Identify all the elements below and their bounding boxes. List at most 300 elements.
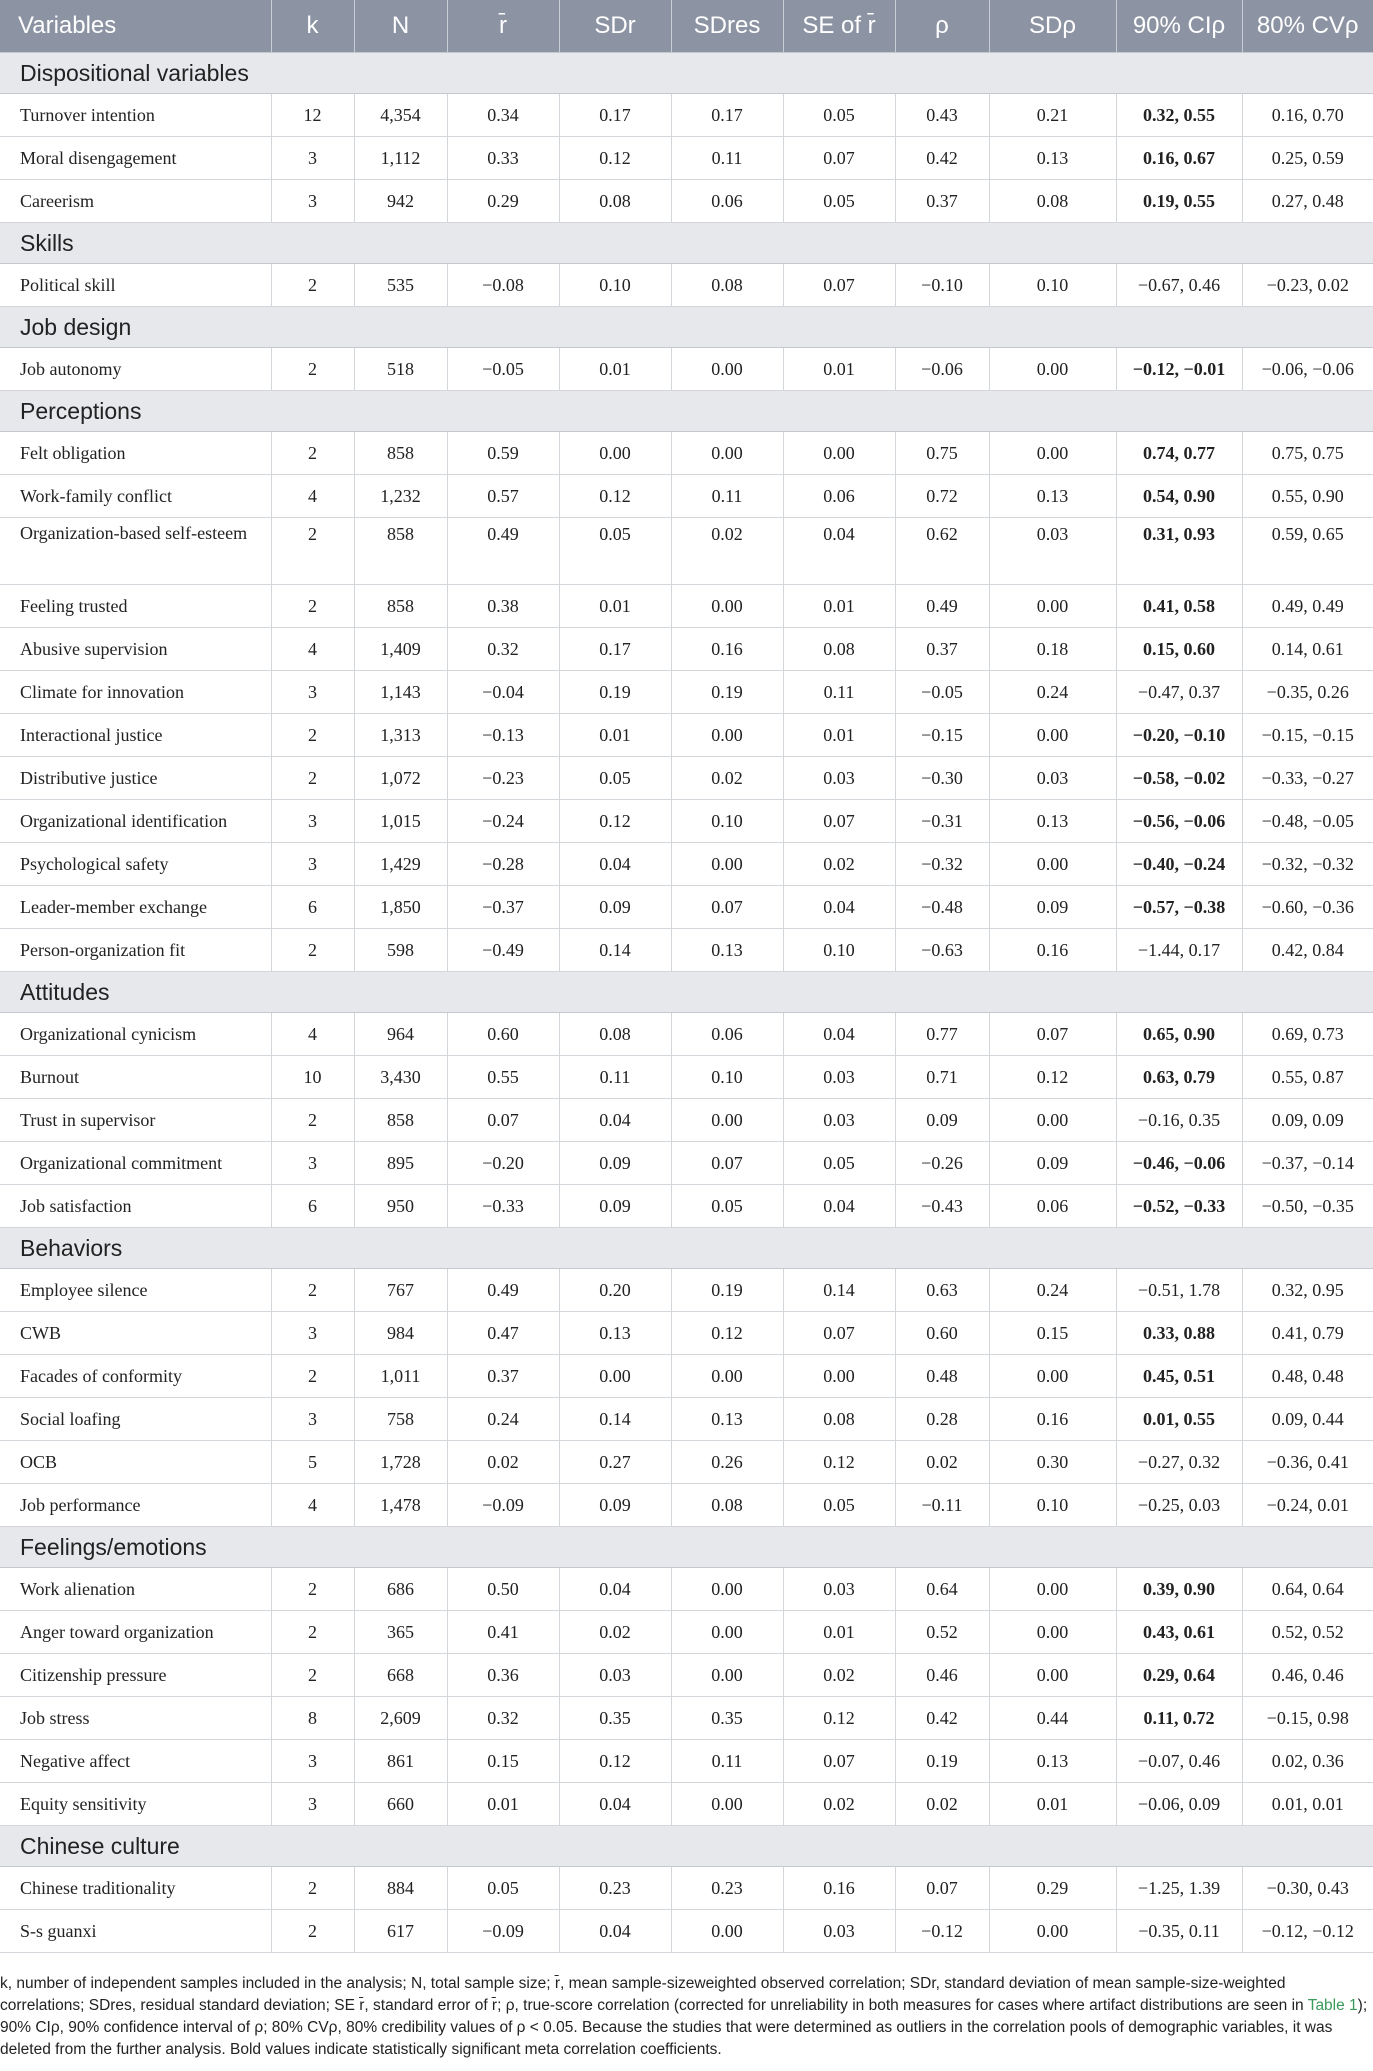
cell-variable: Job satisfaction xyxy=(0,1185,271,1228)
cell-sd-rho: 0.13 xyxy=(989,475,1116,518)
cell-sd-r: 0.11 xyxy=(559,1056,671,1099)
cell-cv-80: −0.32, −0.32 xyxy=(1242,843,1373,886)
cell-sd-r: 0.08 xyxy=(559,180,671,223)
cell-sd-rho: 0.03 xyxy=(989,518,1116,585)
cell-k: 2 xyxy=(271,1269,354,1312)
cell-rho: 0.42 xyxy=(895,1697,989,1740)
cell-k: 2 xyxy=(271,1568,354,1611)
cell-k: 2 xyxy=(271,1611,354,1654)
cell-sd-res: 0.11 xyxy=(671,137,783,180)
cell-k: 2 xyxy=(271,1867,354,1910)
cell-n: 1,072 xyxy=(354,757,447,800)
cell-r-bar: 0.47 xyxy=(447,1312,559,1355)
cell-sd-res: 0.10 xyxy=(671,800,783,843)
cell-rho: 0.64 xyxy=(895,1568,989,1611)
table-footnote xyxy=(0,1973,1373,2061)
cell-sd-res: 0.00 xyxy=(671,1355,783,1398)
cell-k: 4 xyxy=(271,628,354,671)
cell-rho: −0.48 xyxy=(895,886,989,929)
cell-rho: −0.26 xyxy=(895,1142,989,1185)
cell-variable: Distributive justice xyxy=(0,757,271,800)
table-row xyxy=(0,1697,1373,1740)
cell-rho: 0.49 xyxy=(895,585,989,628)
cell-n: 767 xyxy=(354,1269,447,1312)
cell-sd-rho: 0.09 xyxy=(989,886,1116,929)
cell-ci-90: −1.44, 0.17 xyxy=(1116,929,1242,972)
table-row xyxy=(0,94,1373,137)
cell-cv-80: 0.55, 0.90 xyxy=(1242,475,1373,518)
cell-sd-rho: 0.21 xyxy=(989,94,1116,137)
cell-sd-r: 0.03 xyxy=(559,1654,671,1697)
cell-variable: Organizational commitment xyxy=(0,1142,271,1185)
cell-sd-res: 0.00 xyxy=(671,1654,783,1697)
cell-variable: Interactional justice xyxy=(0,714,271,757)
cell-sd-rho: 0.18 xyxy=(989,628,1116,671)
cell-se-r-bar: 0.05 xyxy=(783,1484,895,1527)
cell-rho: −0.06 xyxy=(895,348,989,391)
cell-cv-80: 0.09, 0.44 xyxy=(1242,1398,1373,1441)
cell-sd-rho: 0.13 xyxy=(989,1740,1116,1783)
cell-cv-80: 0.02, 0.36 xyxy=(1242,1740,1373,1783)
cell-ci-90: −0.35, 0.11 xyxy=(1116,1910,1242,1953)
cell-n: 858 xyxy=(354,1099,447,1142)
cell-r-bar: 0.60 xyxy=(447,1013,559,1056)
cell-cv-80: 0.46, 0.46 xyxy=(1242,1654,1373,1697)
cell-rho: 0.71 xyxy=(895,1056,989,1099)
cell-variable: OCB xyxy=(0,1441,271,1484)
cell-sd-r: 0.13 xyxy=(559,1312,671,1355)
cell-sd-r: 0.09 xyxy=(559,1142,671,1185)
cell-se-r-bar: 0.02 xyxy=(783,843,895,886)
cell-se-r-bar: 0.05 xyxy=(783,180,895,223)
cell-sd-rho: 0.06 xyxy=(989,1185,1116,1228)
cell-sd-r: 0.09 xyxy=(559,1484,671,1527)
cell-rho: 0.46 xyxy=(895,1654,989,1697)
cell-ci-90: 0.63, 0.79 xyxy=(1116,1056,1242,1099)
cell-rho: 0.43 xyxy=(895,94,989,137)
cell-sd-res: 0.00 xyxy=(671,1611,783,1654)
cell-se-r-bar: 0.11 xyxy=(783,671,895,714)
cell-variable: Organizational identification xyxy=(0,800,271,843)
cell-sd-res: 0.13 xyxy=(671,929,783,972)
cell-k: 3 xyxy=(271,137,354,180)
cell-ci-90: 0.11, 0.72 xyxy=(1116,1697,1242,1740)
cell-ci-90: 0.43, 0.61 xyxy=(1116,1611,1242,1654)
cell-sd-r: 0.12 xyxy=(559,800,671,843)
cell-ci-90: 0.32, 0.55 xyxy=(1116,94,1242,137)
cell-ci-90: −0.40, −0.24 xyxy=(1116,843,1242,886)
cell-cv-80: 0.49, 0.49 xyxy=(1242,585,1373,628)
cell-se-r-bar: 0.03 xyxy=(783,757,895,800)
cell-variable: Psychological safety xyxy=(0,843,271,886)
cell-ci-90: 0.74, 0.77 xyxy=(1116,432,1242,475)
cell-rho: 0.02 xyxy=(895,1441,989,1484)
cell-ci-90: 0.19, 0.55 xyxy=(1116,180,1242,223)
cell-sd-rho: 0.07 xyxy=(989,1013,1116,1056)
cell-r-bar: −0.08 xyxy=(447,264,559,307)
cell-k: 2 xyxy=(271,714,354,757)
cell-se-r-bar: 0.04 xyxy=(783,1013,895,1056)
cell-se-r-bar: 0.01 xyxy=(783,585,895,628)
cell-sd-rho: 0.00 xyxy=(989,1099,1116,1142)
cell-variable: Job autonomy xyxy=(0,348,271,391)
cell-sd-res: 0.08 xyxy=(671,264,783,307)
cell-sd-rho: 0.29 xyxy=(989,1867,1116,1910)
cell-n: 964 xyxy=(354,1013,447,1056)
cell-r-bar: −0.20 xyxy=(447,1142,559,1185)
cell-ci-90: −0.06, 0.09 xyxy=(1116,1783,1242,1826)
cell-sd-r: 0.14 xyxy=(559,929,671,972)
cell-sd-res: 0.00 xyxy=(671,1910,783,1953)
table-1-link[interactable]: Table 1 xyxy=(1307,1997,1358,2014)
table-row xyxy=(0,1355,1373,1398)
column-header-ci-90: 90% CIρ xyxy=(1116,0,1242,53)
cell-sd-res: 0.26 xyxy=(671,1441,783,1484)
cell-variable: Careerism xyxy=(0,180,271,223)
cell-se-r-bar: 0.07 xyxy=(783,137,895,180)
cell-sd-res: 0.02 xyxy=(671,757,783,800)
cell-k: 3 xyxy=(271,800,354,843)
cell-variable: Work alienation xyxy=(0,1568,271,1611)
cell-r-bar: 0.01 xyxy=(447,1783,559,1826)
cell-k: 2 xyxy=(271,264,354,307)
cell-k: 6 xyxy=(271,886,354,929)
cell-sd-rho: 0.00 xyxy=(989,432,1116,475)
cell-sd-rho: 0.30 xyxy=(989,1441,1116,1484)
cell-sd-r: 0.05 xyxy=(559,518,671,585)
cell-k: 5 xyxy=(271,1441,354,1484)
cell-ci-90: −0.16, 0.35 xyxy=(1116,1099,1242,1142)
table-row xyxy=(0,1867,1373,1910)
cell-n: 858 xyxy=(354,585,447,628)
cell-rho: 0.37 xyxy=(895,180,989,223)
cell-n: 884 xyxy=(354,1867,447,1910)
cell-se-r-bar: 0.10 xyxy=(783,929,895,972)
cell-sd-r: 0.08 xyxy=(559,1013,671,1056)
cell-sd-rho: 0.03 xyxy=(989,757,1116,800)
cell-sd-r: 0.17 xyxy=(559,94,671,137)
cell-n: 858 xyxy=(354,518,447,585)
cell-n: 1,478 xyxy=(354,1484,447,1527)
cell-variable: Employee silence xyxy=(0,1269,271,1312)
cell-sd-r: 0.01 xyxy=(559,348,671,391)
cell-r-bar: 0.32 xyxy=(447,628,559,671)
cell-n: 1,313 xyxy=(354,714,447,757)
cell-r-bar: 0.57 xyxy=(447,475,559,518)
cell-sd-r: 0.04 xyxy=(559,1568,671,1611)
cell-n: 660 xyxy=(354,1783,447,1826)
cell-se-r-bar: 0.07 xyxy=(783,800,895,843)
section-title: Perceptions xyxy=(0,391,1373,432)
cell-sd-rho: 0.24 xyxy=(989,1269,1116,1312)
column-header-rho: ρ xyxy=(895,0,989,53)
cell-n: 984 xyxy=(354,1312,447,1355)
cell-ci-90: 0.31, 0.93 xyxy=(1116,518,1242,585)
cell-sd-r: 0.19 xyxy=(559,671,671,714)
cell-sd-rho: 0.09 xyxy=(989,1142,1116,1185)
cell-n: 861 xyxy=(354,1740,447,1783)
cell-r-bar: 0.50 xyxy=(447,1568,559,1611)
cell-se-r-bar: 0.01 xyxy=(783,348,895,391)
cell-k: 3 xyxy=(271,180,354,223)
cell-cv-80: 0.01, 0.01 xyxy=(1242,1783,1373,1826)
cell-se-r-bar: 0.03 xyxy=(783,1568,895,1611)
cell-rho: 0.42 xyxy=(895,137,989,180)
cell-n: 1,850 xyxy=(354,886,447,929)
table-row xyxy=(0,1910,1373,1953)
cell-ci-90: −0.07, 0.46 xyxy=(1116,1740,1242,1783)
cell-n: 1,409 xyxy=(354,628,447,671)
cell-sd-res: 0.00 xyxy=(671,843,783,886)
cell-k: 3 xyxy=(271,1312,354,1355)
cell-k: 2 xyxy=(271,585,354,628)
table-row xyxy=(0,671,1373,714)
cell-cv-80: −0.12, −0.12 xyxy=(1242,1910,1373,1953)
cell-sd-r: 0.04 xyxy=(559,1099,671,1142)
table-row xyxy=(0,1185,1373,1228)
cell-k: 3 xyxy=(271,671,354,714)
cell-cv-80: −0.15, −0.15 xyxy=(1242,714,1373,757)
cell-sd-r: 0.04 xyxy=(559,1910,671,1953)
cell-variable: Turnover intention xyxy=(0,94,271,137)
column-header-sd-rho: SDρ xyxy=(989,0,1116,53)
cell-sd-rho: 0.00 xyxy=(989,1355,1116,1398)
cell-sd-r: 0.00 xyxy=(559,1355,671,1398)
cell-cv-80: 0.64, 0.64 xyxy=(1242,1568,1373,1611)
cell-se-r-bar: 0.04 xyxy=(783,1185,895,1228)
table-row xyxy=(0,843,1373,886)
cell-n: 950 xyxy=(354,1185,447,1228)
cell-sd-rho: 0.13 xyxy=(989,137,1116,180)
cell-se-r-bar: 0.05 xyxy=(783,1142,895,1185)
cell-sd-rho: 0.13 xyxy=(989,800,1116,843)
cell-rho: −0.63 xyxy=(895,929,989,972)
cell-sd-r: 0.04 xyxy=(559,1783,671,1826)
cell-rho: 0.60 xyxy=(895,1312,989,1355)
cell-rho: 0.63 xyxy=(895,1269,989,1312)
cell-ci-90: −0.20, −0.10 xyxy=(1116,714,1242,757)
cell-rho: 0.28 xyxy=(895,1398,989,1441)
cell-cv-80: −0.23, 0.02 xyxy=(1242,264,1373,307)
cell-k: 2 xyxy=(271,1355,354,1398)
cell-variable: CWB xyxy=(0,1312,271,1355)
cell-rho: −0.43 xyxy=(895,1185,989,1228)
cell-ci-90: −0.58, −0.02 xyxy=(1116,757,1242,800)
cell-r-bar: −0.28 xyxy=(447,843,559,886)
footnote-text-end: ); 90% CIρ, 90% confidence interval of ρ; 80% CVρ, 80% credibility values of ρ < 0.05. Because the studies that were determined as outliers in the correlation pools of demographic variables, it was deleted from the further analysis. Bold values indicate statistically significant meta correlation coefficients. xyxy=(0,1997,1368,2058)
cell-r-bar: 0.59 xyxy=(447,432,559,475)
cell-sd-res: 0.17 xyxy=(671,94,783,137)
cell-rho: 0.07 xyxy=(895,1867,989,1910)
cell-sd-rho: 0.08 xyxy=(989,180,1116,223)
cell-sd-res: 0.12 xyxy=(671,1312,783,1355)
cell-se-r-bar: 0.05 xyxy=(783,94,895,137)
cell-r-bar: 0.02 xyxy=(447,1441,559,1484)
table-body xyxy=(0,53,1373,1953)
table-row xyxy=(0,1740,1373,1783)
cell-se-r-bar: 0.12 xyxy=(783,1441,895,1484)
cell-sd-res: 0.02 xyxy=(671,518,783,585)
cell-sd-res: 0.07 xyxy=(671,886,783,929)
cell-rho: −0.11 xyxy=(895,1484,989,1527)
header-row xyxy=(0,0,1373,53)
cell-sd-res: 0.11 xyxy=(671,1740,783,1783)
cell-se-r-bar: 0.00 xyxy=(783,1355,895,1398)
cell-cv-80: 0.14, 0.61 xyxy=(1242,628,1373,671)
cell-se-r-bar: 0.04 xyxy=(783,886,895,929)
table-row xyxy=(0,929,1373,972)
cell-cv-80: −0.15, 0.98 xyxy=(1242,1697,1373,1740)
column-header-r-bar: r̄ xyxy=(447,0,559,53)
cell-sd-res: 0.00 xyxy=(671,1568,783,1611)
cell-sd-res: 0.19 xyxy=(671,1269,783,1312)
cell-variable: Job performance xyxy=(0,1484,271,1527)
cell-sd-rho: 0.24 xyxy=(989,671,1116,714)
cell-r-bar: 0.34 xyxy=(447,94,559,137)
cell-se-r-bar: 0.07 xyxy=(783,264,895,307)
column-header-n: N xyxy=(354,0,447,53)
cell-r-bar: 0.36 xyxy=(447,1654,559,1697)
cell-cv-80: −0.33, −0.27 xyxy=(1242,757,1373,800)
cell-cv-80: 0.27, 0.48 xyxy=(1242,180,1373,223)
cell-rho: 0.02 xyxy=(895,1783,989,1826)
cell-n: 1,143 xyxy=(354,671,447,714)
cell-sd-r: 0.01 xyxy=(559,714,671,757)
section-title: Job design xyxy=(0,307,1373,348)
cell-k: 2 xyxy=(271,432,354,475)
cell-r-bar: 0.32 xyxy=(447,1697,559,1740)
cell-k: 2 xyxy=(271,1654,354,1697)
cell-sd-rho: 0.10 xyxy=(989,264,1116,307)
cell-se-r-bar: 0.07 xyxy=(783,1312,895,1355)
cell-sd-res: 0.19 xyxy=(671,671,783,714)
cell-ci-90: 0.15, 0.60 xyxy=(1116,628,1242,671)
cell-n: 758 xyxy=(354,1398,447,1441)
cell-cv-80: 0.55, 0.87 xyxy=(1242,1056,1373,1099)
cell-k: 2 xyxy=(271,1099,354,1142)
table-header xyxy=(0,0,1373,53)
cell-k: 12 xyxy=(271,94,354,137)
cell-cv-80: −0.37, −0.14 xyxy=(1242,1142,1373,1185)
cell-r-bar: −0.37 xyxy=(447,886,559,929)
cell-se-r-bar: 0.01 xyxy=(783,714,895,757)
cell-variable: Equity sensitivity xyxy=(0,1783,271,1826)
cell-variable: Felt obligation xyxy=(0,432,271,475)
cell-sd-rho: 0.44 xyxy=(989,1697,1116,1740)
cell-cv-80: −0.60, −0.36 xyxy=(1242,886,1373,929)
cell-ci-90: 0.16, 0.67 xyxy=(1116,137,1242,180)
cell-k: 3 xyxy=(271,843,354,886)
cell-se-r-bar: 0.12 xyxy=(783,1697,895,1740)
table-row xyxy=(0,1398,1373,1441)
cell-cv-80: −0.30, 0.43 xyxy=(1242,1867,1373,1910)
section-title: Dispositional variables xyxy=(0,53,1373,94)
cell-ci-90: −1.25, 1.39 xyxy=(1116,1867,1242,1910)
cell-rho: −0.32 xyxy=(895,843,989,886)
cell-n: 1,232 xyxy=(354,475,447,518)
cell-k: 10 xyxy=(271,1056,354,1099)
cell-variable: Facades of conformity xyxy=(0,1355,271,1398)
cell-sd-res: 0.00 xyxy=(671,714,783,757)
cell-ci-90: −0.47, 0.37 xyxy=(1116,671,1242,714)
cell-n: 1,728 xyxy=(354,1441,447,1484)
cell-rho: −0.10 xyxy=(895,264,989,307)
cell-r-bar: 0.05 xyxy=(447,1867,559,1910)
cell-sd-r: 0.20 xyxy=(559,1269,671,1312)
table-row xyxy=(0,585,1373,628)
cell-variable: Organizational cynicism xyxy=(0,1013,271,1056)
cell-se-r-bar: 0.00 xyxy=(783,432,895,475)
cell-r-bar: 0.38 xyxy=(447,585,559,628)
table-row xyxy=(0,714,1373,757)
cell-k: 4 xyxy=(271,475,354,518)
cell-sd-r: 0.35 xyxy=(559,1697,671,1740)
cell-sd-r: 0.23 xyxy=(559,1867,671,1910)
cell-sd-res: 0.35 xyxy=(671,1697,783,1740)
cell-r-bar: 0.24 xyxy=(447,1398,559,1441)
cell-rho: −0.12 xyxy=(895,1910,989,1953)
cell-n: 858 xyxy=(354,432,447,475)
cell-sd-res: 0.05 xyxy=(671,1185,783,1228)
section-title: Chinese culture xyxy=(0,1826,1373,1867)
cell-n: 365 xyxy=(354,1611,447,1654)
table-row xyxy=(0,1611,1373,1654)
table-row xyxy=(0,475,1373,518)
cell-cv-80: 0.09, 0.09 xyxy=(1242,1099,1373,1142)
cell-sd-rho: 0.00 xyxy=(989,1654,1116,1697)
cell-rho: 0.48 xyxy=(895,1355,989,1398)
section-header-row xyxy=(0,391,1373,432)
cell-cv-80: −0.48, −0.05 xyxy=(1242,800,1373,843)
cell-sd-r: 0.12 xyxy=(559,137,671,180)
cell-n: 3,430 xyxy=(354,1056,447,1099)
table-row xyxy=(0,1013,1373,1056)
cell-variable: Organization-based self-esteem xyxy=(0,518,271,585)
footnote-text-start: k, number of independent samples included in the analysis; N, total sample size; r̄, mean sample-sizeweighted observed correlation; SDr, standard deviation of mean sample-size-weighted correlations; SDres, residual standard deviation; SE r̄, standard error of r̄; ρ, true-score correlation (corrected for unreliability in both measures for cases where artifact distributions are seen in xyxy=(0,1975,1308,2014)
cell-rho: 0.77 xyxy=(895,1013,989,1056)
cell-se-r-bar: 0.02 xyxy=(783,1654,895,1697)
cell-sd-res: 0.00 xyxy=(671,585,783,628)
cell-rho: 0.37 xyxy=(895,628,989,671)
cell-sd-res: 0.23 xyxy=(671,1867,783,1910)
cell-sd-r: 0.00 xyxy=(559,432,671,475)
cell-cv-80: 0.16, 0.70 xyxy=(1242,94,1373,137)
cell-ci-90: 0.29, 0.64 xyxy=(1116,1654,1242,1697)
cell-r-bar: −0.24 xyxy=(447,800,559,843)
section-title: Attitudes xyxy=(0,972,1373,1013)
cell-sd-r: 0.01 xyxy=(559,585,671,628)
cell-ci-90: 0.54, 0.90 xyxy=(1116,475,1242,518)
cell-cv-80: −0.50, −0.35 xyxy=(1242,1185,1373,1228)
cell-r-bar: −0.09 xyxy=(447,1484,559,1527)
cell-k: 2 xyxy=(271,1910,354,1953)
section-title: Behaviors xyxy=(0,1228,1373,1269)
table-row xyxy=(0,757,1373,800)
cell-cv-80: 0.59, 0.65 xyxy=(1242,518,1373,585)
cell-k: 3 xyxy=(271,1740,354,1783)
table-row xyxy=(0,800,1373,843)
cell-se-r-bar: 0.01 xyxy=(783,1611,895,1654)
section-header-row xyxy=(0,1826,1373,1867)
cell-se-r-bar: 0.03 xyxy=(783,1056,895,1099)
cell-variable: Moral disengagement xyxy=(0,137,271,180)
cell-sd-r: 0.02 xyxy=(559,1611,671,1654)
cell-n: 895 xyxy=(354,1142,447,1185)
section-title: Feelings/emotions xyxy=(0,1527,1373,1568)
table-row xyxy=(0,1099,1373,1142)
cell-sd-r: 0.09 xyxy=(559,886,671,929)
column-header-se-r-bar: SE of r̄ xyxy=(783,0,895,53)
